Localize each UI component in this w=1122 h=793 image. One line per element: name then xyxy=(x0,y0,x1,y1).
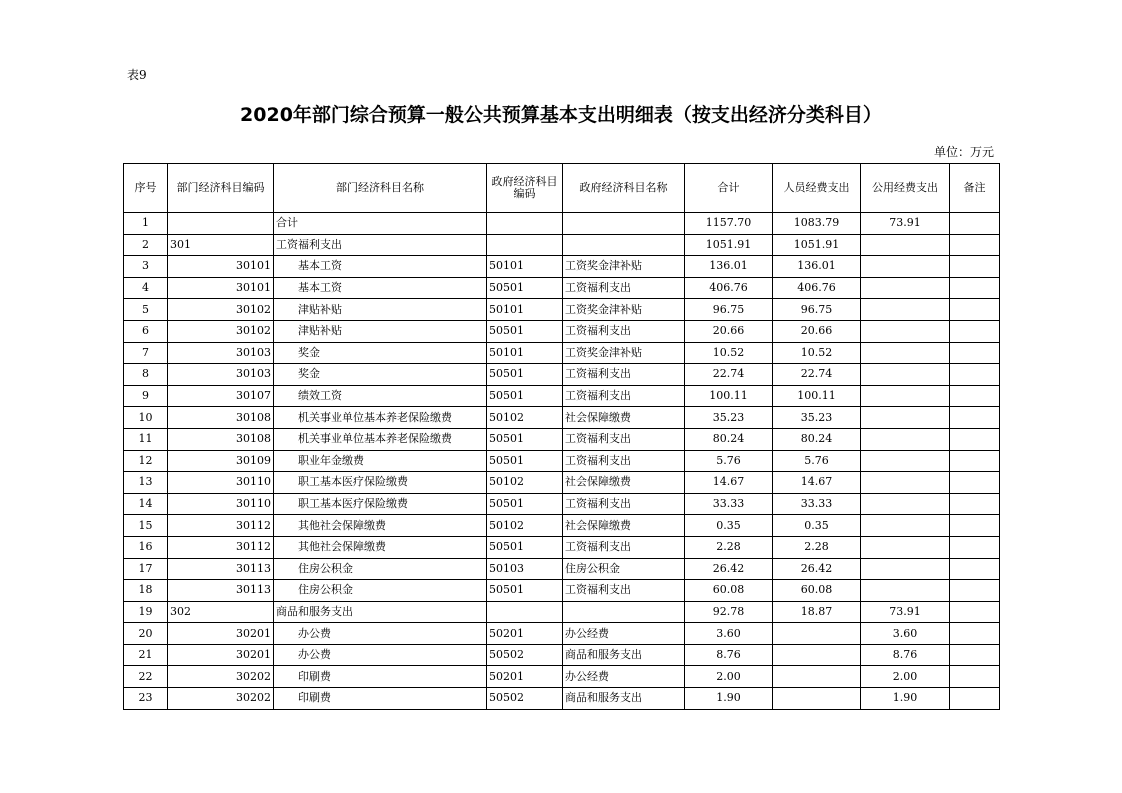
cell-dept-code: 30107 xyxy=(168,385,274,407)
cell-total: 26.42 xyxy=(685,558,773,580)
cell-personnel: 60.08 xyxy=(773,580,861,602)
cell-seq: 10 xyxy=(124,407,168,429)
cell-gov-code: 50201 xyxy=(487,623,563,645)
cell-total: 1051.91 xyxy=(685,234,773,256)
cell-public xyxy=(861,493,950,515)
cell-gov-code: 50501 xyxy=(487,450,563,472)
cell-gov-code xyxy=(487,234,563,256)
cell-gov-name: 办公经费 xyxy=(563,666,685,688)
cell-note xyxy=(950,450,1000,472)
cell-seq: 17 xyxy=(124,558,168,580)
cell-total: 1157.70 xyxy=(685,213,773,235)
table-row xyxy=(124,644,1000,666)
cell-seq: 6 xyxy=(124,320,168,342)
cell-gov-name: 社会保障缴费 xyxy=(563,407,685,429)
cell-gov-name: 社会保障缴费 xyxy=(563,515,685,537)
cell-dept-name: 印刷费 xyxy=(274,688,487,710)
cell-public xyxy=(861,558,950,580)
table-row xyxy=(124,515,1000,537)
cell-total: 2.28 xyxy=(685,536,773,558)
cell-total: 60.08 xyxy=(685,580,773,602)
cell-gov-name: 办公经费 xyxy=(563,623,685,645)
cell-dept-name: 住房公积金 xyxy=(274,558,487,580)
cell-seq: 15 xyxy=(124,515,168,537)
cell-total: 10.52 xyxy=(685,342,773,364)
budget-table xyxy=(123,163,1000,710)
cell-total: 0.35 xyxy=(685,515,773,537)
cell-dept-code: 30110 xyxy=(168,493,274,515)
cell-gov-name: 工资奖金津补贴 xyxy=(563,342,685,364)
cell-seq: 23 xyxy=(124,688,168,710)
cell-personnel: 100.11 xyxy=(773,385,861,407)
cell-dept-code: 30108 xyxy=(168,428,274,450)
cell-public xyxy=(861,299,950,321)
cell-note xyxy=(950,580,1000,602)
cell-seq: 12 xyxy=(124,450,168,472)
cell-gov-code: 50501 xyxy=(487,428,563,450)
table-header-row xyxy=(124,164,1000,213)
table-row xyxy=(124,450,1000,472)
cell-gov-name: 工资奖金津补贴 xyxy=(563,256,685,278)
cell-note xyxy=(950,277,1000,299)
cell-personnel xyxy=(773,644,861,666)
cell-total: 92.78 xyxy=(685,601,773,623)
cell-note xyxy=(950,515,1000,537)
cell-public xyxy=(861,342,950,364)
cell-gov-code: 50102 xyxy=(487,407,563,429)
unit-label: 单位：万元 xyxy=(933,145,994,159)
cell-seq: 14 xyxy=(124,493,168,515)
cell-dept-name: 职工基本医疗保险缴费 xyxy=(274,472,487,494)
cell-gov-name xyxy=(563,234,685,256)
cell-gov-code: 50501 xyxy=(487,493,563,515)
cell-public: 2.00 xyxy=(861,666,950,688)
cell-gov-code xyxy=(487,601,563,623)
cell-total: 80.24 xyxy=(685,428,773,450)
header-dept-name: 部门经济科目名称 xyxy=(274,164,487,213)
cell-dept-code: 30201 xyxy=(168,623,274,645)
cell-dept-code: 30103 xyxy=(168,342,274,364)
table-row xyxy=(124,558,1000,580)
cell-dept-name: 津贴补贴 xyxy=(274,299,487,321)
cell-public: 1.90 xyxy=(861,688,950,710)
cell-personnel: 5.76 xyxy=(773,450,861,472)
cell-note xyxy=(950,493,1000,515)
cell-public xyxy=(861,450,950,472)
cell-gov-code: 50102 xyxy=(487,472,563,494)
cell-note xyxy=(950,623,1000,645)
cell-seq: 5 xyxy=(124,299,168,321)
table-row xyxy=(124,234,1000,256)
cell-public xyxy=(861,407,950,429)
cell-dept-name: 其他社会保障缴费 xyxy=(274,536,487,558)
cell-dept-name: 其他社会保障缴费 xyxy=(274,515,487,537)
cell-gov-code: 50502 xyxy=(487,688,563,710)
header-public: 公用经费支出 xyxy=(861,164,950,213)
cell-personnel: 2.28 xyxy=(773,536,861,558)
cell-dept-name: 印刷费 xyxy=(274,666,487,688)
cell-dept-code: 30113 xyxy=(168,580,274,602)
table-row xyxy=(124,277,1000,299)
cell-personnel: 35.23 xyxy=(773,407,861,429)
cell-gov-code: 50101 xyxy=(487,256,563,278)
cell-public: 73.91 xyxy=(861,213,950,235)
cell-seq: 4 xyxy=(124,277,168,299)
table-row xyxy=(124,407,1000,429)
cell-dept-code: 30103 xyxy=(168,364,274,386)
table-row xyxy=(124,472,1000,494)
cell-dept-code: 30201 xyxy=(168,644,274,666)
cell-note xyxy=(950,385,1000,407)
table-row xyxy=(124,256,1000,278)
cell-dept-name: 机关事业单位基本养老保险缴费 xyxy=(274,428,487,450)
cell-gov-name: 工资福利支出 xyxy=(563,428,685,450)
header-note: 备注 xyxy=(950,164,1000,213)
cell-public xyxy=(861,472,950,494)
cell-dept-name: 合计 xyxy=(274,213,487,235)
table-row xyxy=(124,601,1000,623)
table-row xyxy=(124,385,1000,407)
cell-seq: 3 xyxy=(124,256,168,278)
cell-public xyxy=(861,536,950,558)
cell-gov-code: 50101 xyxy=(487,342,563,364)
cell-gov-code: 50501 xyxy=(487,277,563,299)
cell-dept-code: 30112 xyxy=(168,536,274,558)
cell-dept-name: 基本工资 xyxy=(274,256,487,278)
cell-gov-name: 工资福利支出 xyxy=(563,320,685,342)
cell-note xyxy=(950,320,1000,342)
cell-dept-code xyxy=(168,213,274,235)
cell-note xyxy=(950,342,1000,364)
cell-total: 3.60 xyxy=(685,623,773,645)
cell-dept-code: 30101 xyxy=(168,256,274,278)
cell-gov-name: 工资福利支出 xyxy=(563,277,685,299)
cell-dept-name: 职工基本医疗保险缴费 xyxy=(274,493,487,515)
cell-public xyxy=(861,364,950,386)
table-row xyxy=(124,342,1000,364)
cell-dept-code: 30202 xyxy=(168,688,274,710)
cell-dept-name: 奖金 xyxy=(274,342,487,364)
header-gov-code: 政府经济科目编码 xyxy=(487,164,563,213)
cell-public: 3.60 xyxy=(861,623,950,645)
table-row xyxy=(124,428,1000,450)
cell-note xyxy=(950,213,1000,235)
table-row xyxy=(124,299,1000,321)
table-row xyxy=(124,320,1000,342)
cell-seq: 11 xyxy=(124,428,168,450)
cell-gov-code: 50501 xyxy=(487,536,563,558)
cell-note xyxy=(950,472,1000,494)
cell-personnel: 80.24 xyxy=(773,428,861,450)
cell-dept-code: 30113 xyxy=(168,558,274,580)
cell-gov-name: 商品和服务支出 xyxy=(563,644,685,666)
header-total: 合计 xyxy=(685,164,773,213)
table-row xyxy=(124,364,1000,386)
cell-note xyxy=(950,299,1000,321)
cell-dept-name: 绩效工资 xyxy=(274,385,487,407)
cell-note xyxy=(950,536,1000,558)
cell-gov-name: 住房公积金 xyxy=(563,558,685,580)
cell-gov-name: 工资福利支出 xyxy=(563,364,685,386)
cell-dept-name: 住房公积金 xyxy=(274,580,487,602)
cell-seq: 13 xyxy=(124,472,168,494)
cell-dept-name: 基本工资 xyxy=(274,277,487,299)
cell-total: 406.76 xyxy=(685,277,773,299)
cell-personnel: 96.75 xyxy=(773,299,861,321)
cell-dept-code: 30109 xyxy=(168,450,274,472)
cell-personnel: 20.66 xyxy=(773,320,861,342)
cell-note xyxy=(950,601,1000,623)
cell-gov-name: 工资福利支出 xyxy=(563,385,685,407)
table-row xyxy=(124,536,1000,558)
cell-public xyxy=(861,277,950,299)
cell-dept-code: 30110 xyxy=(168,472,274,494)
cell-dept-code: 301 xyxy=(168,234,274,256)
cell-personnel: 406.76 xyxy=(773,277,861,299)
cell-personnel: 14.67 xyxy=(773,472,861,494)
cell-gov-name: 工资福利支出 xyxy=(563,580,685,602)
cell-seq: 19 xyxy=(124,601,168,623)
cell-note xyxy=(950,428,1000,450)
cell-personnel: 0.35 xyxy=(773,515,861,537)
table-body xyxy=(124,213,1000,710)
cell-gov-name: 工资奖金津补贴 xyxy=(563,299,685,321)
cell-dept-name: 津贴补贴 xyxy=(274,320,487,342)
cell-gov-code: 50103 xyxy=(487,558,563,580)
cell-total: 8.76 xyxy=(685,644,773,666)
cell-seq: 8 xyxy=(124,364,168,386)
cell-seq: 16 xyxy=(124,536,168,558)
cell-public xyxy=(861,515,950,537)
cell-public xyxy=(861,428,950,450)
cell-seq: 1 xyxy=(124,213,168,235)
cell-personnel xyxy=(773,666,861,688)
cell-dept-code: 30101 xyxy=(168,277,274,299)
cell-gov-code: 50501 xyxy=(487,580,563,602)
cell-seq: 20 xyxy=(124,623,168,645)
table-number-label: 表9 xyxy=(127,68,147,82)
table-row xyxy=(124,213,1000,235)
cell-personnel: 22.74 xyxy=(773,364,861,386)
cell-personnel: 136.01 xyxy=(773,256,861,278)
cell-total: 96.75 xyxy=(685,299,773,321)
cell-seq: 21 xyxy=(124,644,168,666)
cell-gov-code: 50101 xyxy=(487,299,563,321)
cell-gov-code: 50102 xyxy=(487,515,563,537)
cell-note xyxy=(950,558,1000,580)
header-seq: 序号 xyxy=(124,164,168,213)
cell-gov-name xyxy=(563,601,685,623)
cell-total: 33.33 xyxy=(685,493,773,515)
cell-dept-code: 30202 xyxy=(168,666,274,688)
cell-total: 2.00 xyxy=(685,666,773,688)
cell-dept-name: 奖金 xyxy=(274,364,487,386)
cell-dept-code: 30102 xyxy=(168,320,274,342)
cell-note xyxy=(950,407,1000,429)
cell-dept-name: 机关事业单位基本养老保险缴费 xyxy=(274,407,487,429)
cell-dept-name: 工资福利支出 xyxy=(274,234,487,256)
cell-dept-code: 302 xyxy=(168,601,274,623)
cell-seq: 18 xyxy=(124,580,168,602)
cell-gov-name xyxy=(563,213,685,235)
cell-gov-code xyxy=(487,213,563,235)
cell-note xyxy=(950,364,1000,386)
cell-personnel: 26.42 xyxy=(773,558,861,580)
cell-seq: 22 xyxy=(124,666,168,688)
cell-personnel: 1051.91 xyxy=(773,234,861,256)
cell-dept-name: 职业年金缴费 xyxy=(274,450,487,472)
cell-total: 20.66 xyxy=(685,320,773,342)
cell-gov-name: 社会保障缴费 xyxy=(563,472,685,494)
cell-seq: 9 xyxy=(124,385,168,407)
document-title: 2020年部门综合预算一般公共预算基本支出明细表（按支出经济分类科目） xyxy=(240,104,882,126)
cell-dept-name: 办公费 xyxy=(274,644,487,666)
cell-note xyxy=(950,644,1000,666)
cell-gov-name: 工资福利支出 xyxy=(563,536,685,558)
cell-gov-code: 50502 xyxy=(487,644,563,666)
cell-personnel xyxy=(773,688,861,710)
cell-dept-code: 30108 xyxy=(168,407,274,429)
cell-seq: 7 xyxy=(124,342,168,364)
header-dept-code: 部门经济科目编码 xyxy=(168,164,274,213)
cell-gov-name: 工资福利支出 xyxy=(563,450,685,472)
cell-gov-name: 工资福利支出 xyxy=(563,493,685,515)
table-row xyxy=(124,493,1000,515)
table-row xyxy=(124,666,1000,688)
cell-public: 8.76 xyxy=(861,644,950,666)
cell-personnel: 1083.79 xyxy=(773,213,861,235)
header-personnel: 人员经费支出 xyxy=(773,164,861,213)
cell-note xyxy=(950,666,1000,688)
cell-gov-code: 50501 xyxy=(487,385,563,407)
cell-note xyxy=(950,688,1000,710)
cell-personnel: 33.33 xyxy=(773,493,861,515)
cell-total: 5.76 xyxy=(685,450,773,472)
cell-public: 73.91 xyxy=(861,601,950,623)
cell-total: 1.90 xyxy=(685,688,773,710)
cell-total: 14.67 xyxy=(685,472,773,494)
cell-seq: 2 xyxy=(124,234,168,256)
cell-dept-name: 商品和服务支出 xyxy=(274,601,487,623)
cell-gov-code: 50501 xyxy=(487,320,563,342)
cell-gov-name: 商品和服务支出 xyxy=(563,688,685,710)
cell-personnel xyxy=(773,623,861,645)
cell-note xyxy=(950,234,1000,256)
table-row xyxy=(124,580,1000,602)
cell-dept-code: 30112 xyxy=(168,515,274,537)
cell-personnel: 10.52 xyxy=(773,342,861,364)
cell-total: 136.01 xyxy=(685,256,773,278)
cell-public xyxy=(861,320,950,342)
cell-public xyxy=(861,256,950,278)
cell-total: 22.74 xyxy=(685,364,773,386)
cell-public xyxy=(861,234,950,256)
header-gov-name: 政府经济科目名称 xyxy=(563,164,685,213)
cell-public xyxy=(861,385,950,407)
table-row xyxy=(124,623,1000,645)
cell-gov-code: 50501 xyxy=(487,364,563,386)
cell-public xyxy=(861,580,950,602)
cell-note xyxy=(950,256,1000,278)
cell-total: 35.23 xyxy=(685,407,773,429)
table-row xyxy=(124,688,1000,710)
cell-personnel: 18.87 xyxy=(773,601,861,623)
cell-total: 100.11 xyxy=(685,385,773,407)
cell-gov-code: 50201 xyxy=(487,666,563,688)
cell-dept-name: 办公费 xyxy=(274,623,487,645)
cell-dept-code: 30102 xyxy=(168,299,274,321)
